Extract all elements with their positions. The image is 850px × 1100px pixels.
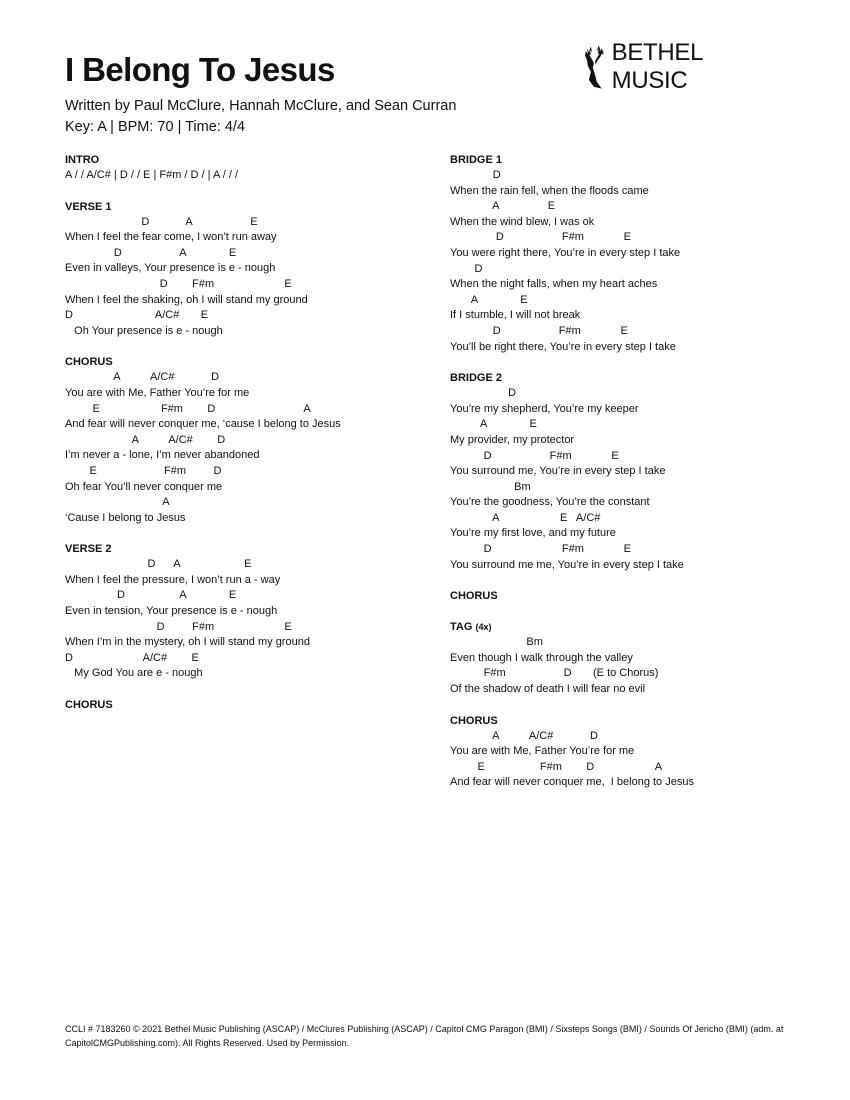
copyright-footer: CCLI # 7183260 © 2021 Bethel Music Publishing (ASCAP) / McClures Publishing (ASCAP) / Capitol CMG Paragon (BMI) / Sixsteps Songs (BMI) / Sounds Of Jericho (BMI) (adm. at CapitolCMGPublishing.com). All Rights Reserved. Used by Permission. [65, 1024, 784, 1048]
chord-line: D [450, 169, 501, 181]
chord-line: A [65, 496, 170, 509]
chord-line: D A E [65, 558, 252, 571]
verse1-section [65, 199, 445, 340]
chord-line: D A/C# E [65, 309, 209, 322]
lyric-line: And fear will never conquer me, ‘cause I belong to Jesus [65, 418, 341, 431]
lyric-line: When the wind blew, I was ok [450, 215, 595, 228]
lyric-line: You’re the goodness, You’re the constant [450, 496, 650, 509]
left-column [65, 152, 445, 713]
chord-line: Bm [450, 480, 531, 493]
lyric-line: When the rain fell, when the floods came [450, 184, 649, 197]
section-title: CHORUS [450, 590, 498, 603]
lyric-line: Even though I walk through the valley [450, 651, 633, 664]
lyric-line: My God You are e - nough [65, 667, 203, 680]
song-title: I Belong To Jesus [65, 51, 335, 88]
chord-line: D A E [65, 246, 237, 259]
chord-line: D F#m E [450, 543, 631, 556]
section-title: INTRO [65, 154, 100, 166]
chord-line: D [450, 262, 483, 275]
writers-credit: Written by Paul McClure, Hannah McClure, and Sean Curran [65, 98, 457, 114]
lyric-line: Oh fear You’ll never conquer me [65, 480, 223, 493]
right-column [450, 152, 830, 791]
lyric-line: You are with Me, Father You’re for me [450, 745, 635, 758]
chord-line: A E A/C# [450, 511, 601, 524]
song-meta: Key: A | BPM: 70 | Time: 4/4 [65, 119, 246, 135]
lyric-line: When I feel the shaking, oh I will stand my ground [65, 293, 308, 306]
lyric-line: ‘Cause I belong to Jesus [65, 511, 186, 524]
chord-line: D F#m E [65, 620, 292, 633]
chord-line: A A/C# D [450, 729, 598, 742]
lyric-line: Even in valleys, Your presence is e - nough [65, 262, 276, 275]
lyric-line: And fear will never conquer me, I belong to Jesus [450, 776, 694, 789]
lyric-line: My provider, my protector [450, 433, 575, 446]
chord-line: D A E [65, 589, 237, 602]
tag-section [450, 619, 830, 697]
stag-logo-icon [582, 44, 608, 90]
lyric-line: You’re my shepherd, You’re my keeper [450, 402, 639, 415]
lyric-line: Oh Your presence is e - nough [65, 324, 223, 337]
tag-repeat: (4x) [475, 622, 492, 633]
lyric-line: I’m never a - lone, I’m never abandoned [65, 449, 260, 462]
lyric-line: You surround me, You’re in every step I take [450, 465, 666, 478]
chord-line: A E [450, 418, 537, 431]
chord-line: A / / A/C# | D / / E | F#m / D / | A / / / [65, 169, 239, 181]
chord-line: E F#m D [65, 464, 222, 477]
chord-line: A E [450, 293, 528, 306]
lyric-line: You are with Me, Father You’re for me [65, 386, 250, 399]
lyric-line: You’ll be right there, You’re in every step I take [450, 340, 676, 353]
bridge2-section [450, 370, 830, 573]
lyric-line: You surround me me, You’re in every step I take [450, 558, 684, 571]
chorus-section [65, 354, 445, 526]
chord-line: D F#m E [450, 324, 628, 337]
section-title: CHORUS [65, 699, 113, 712]
lyric-line: Even in tension, Your presence is e - nough [65, 605, 278, 618]
chord-line: F#m D (E to Chorus) [450, 667, 659, 680]
chord-line: D [450, 387, 517, 400]
chord-line: D A/C# E [65, 651, 199, 664]
chord-line: E F#m D A [65, 402, 311, 415]
lyric-line: When the night falls, when my heart aches [450, 278, 658, 291]
tag-title: TAG [450, 621, 473, 634]
section-title: VERSE 1 [65, 200, 112, 213]
chord-line: Bm [450, 636, 543, 649]
intro-section [65, 152, 445, 184]
section-title: CHORUS [450, 714, 498, 727]
chord-line: A A/C# D [65, 433, 226, 446]
chorus-ref-section [450, 588, 830, 604]
lyric-line: When I’m in the mystery, oh I will stand my ground [65, 636, 310, 649]
lyric-line: You’re my first love, and my future [450, 527, 616, 540]
chord-line: D F#m E [65, 277, 292, 290]
chord-line: D F#m E [450, 449, 619, 462]
lyric-line: When I feel the fear come, I won’t run away [65, 231, 277, 244]
section-title: CHORUS [65, 356, 113, 369]
bethel-music-logo [582, 39, 782, 94]
chord-line: E F#m D A [450, 760, 663, 773]
logo-text: BETHEL MUSIC [611, 39, 703, 94]
section-title: VERSE 2 [65, 543, 112, 556]
chorus-section [450, 713, 830, 791]
section-title [450, 619, 830, 635]
chord-line: A E [450, 200, 556, 213]
lyric-line: You were right there, You’re in every step I take [450, 246, 681, 259]
lyric-line: When I feel the pressure, I won’t run a - way [65, 573, 281, 586]
chorus-ref-section [65, 697, 445, 713]
lyric-line: If I stumble, I will not break [450, 309, 581, 322]
bridge1-section [450, 152, 830, 355]
chord-line: D F#m E [450, 231, 631, 244]
section-title: BRIDGE 1 [450, 154, 502, 166]
verse2-section [65, 541, 445, 682]
lyric-line: Of the shadow of death I will fear no evil [450, 683, 646, 696]
chord-line: D A E [65, 215, 258, 228]
section-title: BRIDGE 2 [450, 372, 502, 385]
chord-line: A A/C# D [65, 371, 220, 384]
